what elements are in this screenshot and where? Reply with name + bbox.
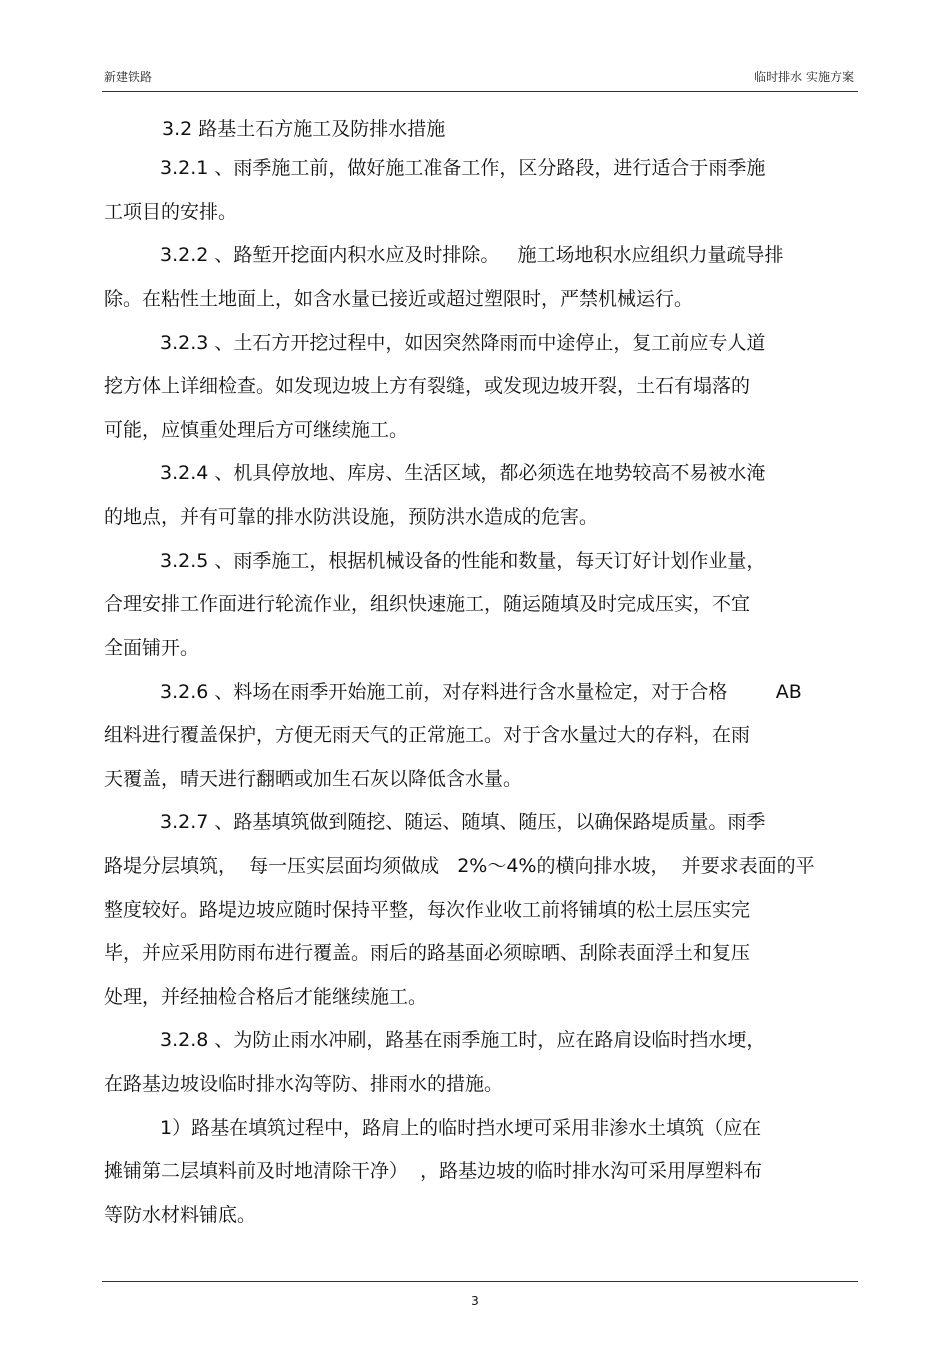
paragraph-line: 摊铺第二层填料前及时地清除干净） ，路基边坡的临时排水沟可采用厚塑料布 xyxy=(104,1160,763,1182)
paragraph-line: 3.2.7 、路基填筑做到随挖、随运、随填、随压，以确保路堤质量。雨季 xyxy=(160,811,766,833)
page-number: 3 xyxy=(471,1294,479,1308)
paragraph-line: 3.2.5 、雨季施工，根据机械设备的性能和数量，每天订好计划作业量， xyxy=(160,550,766,572)
paragraph-line: 挖方体上详细检查。如发现边坡上方有裂缝，或发现边坡开裂，土石有塌落的 xyxy=(104,375,751,397)
paragraph-line: 路堤分层填筑， 每一压实层面均须做成 2%～4%的横向排水坡， 并要求表面的平 xyxy=(104,855,815,877)
footer-rule xyxy=(102,1281,858,1282)
paragraph-line: 3.2.6 、料场在雨季开始施工前，对存料进行含水量检定，对于合格 AB xyxy=(160,681,802,703)
paragraph-line: 等防水材料铺底。 xyxy=(104,1204,257,1226)
paragraph-line: 天覆盖，晴天进行翻晒或加生石灰以降低含水量。 xyxy=(104,768,523,790)
paragraph-line: 3.2.3 、土石方开挖过程中，如因突然降雨而中途停止，复工前应专人道 xyxy=(160,332,766,354)
paragraph-line: 可能，应慎重处理后方可继续施工。 xyxy=(104,419,409,441)
paragraph-line: 组料进行覆盖保护，方便无雨天气的正常施工。对于含水量过大的存料，在雨 xyxy=(104,724,751,746)
section-title: 3.2 路基土石方施工及防排水措施 xyxy=(162,118,446,140)
header-rule xyxy=(102,91,858,92)
header-right: 临时排水 实施方案 xyxy=(754,70,854,84)
paragraph-line: 全面铺开。 xyxy=(104,637,200,659)
paragraph-line: 合理安排工作面进行轮流作业，组织快速施工，随运随填及时完成压实，不宜 xyxy=(104,593,751,615)
paragraph-line: 除。在粘性土地面上，如含水量已接近或超过塑限时，严禁机械运行。 xyxy=(104,288,694,310)
paragraph-line: 处理，并经抽检合格后才能继续施工。 xyxy=(104,986,428,1008)
paragraph-line: 毕，并应采用防雨布进行覆盖。雨后的路基面必须晾晒、刮除表面浮土和复压 xyxy=(104,942,751,964)
paragraph-line: 整度较好。路堤边坡应随时保持平整，每次作业收工前将铺填的松土层压实完 xyxy=(104,899,751,921)
paragraph-line: 3.2.2 、路堑开挖面内积水应及时排除。 施工场地积水应组织力量疏导排 xyxy=(160,244,784,266)
paragraph-line: 3.2.4 、机具停放地、库房、生活区域，都必须选在地势较高不易被水淹 xyxy=(160,462,766,484)
paragraph-line: 1）路基在填筑过程中，路肩上的临时挡水埂可采用非渗水土填筑（应在 xyxy=(160,1117,762,1139)
paragraph-line: 在路基边坡设临时排水沟等防、排雨水的措施。 xyxy=(104,1073,504,1095)
paragraph-line: 3.2.8 、为防止雨水冲刷，路基在雨季施工时，应在路肩设临时挡水埂， xyxy=(160,1029,766,1051)
paragraph-line: 工项目的安排。 xyxy=(104,201,238,223)
paragraph-line: 3.2.1 、雨季施工前，做好施工准备工作，区分路段，进行适合于雨季施 xyxy=(160,157,766,179)
header-left: 新建铁路 xyxy=(104,70,153,84)
paragraph-line: 的地点，并有可靠的排水防洪设施，预防洪水造成的危害。 xyxy=(104,506,599,528)
